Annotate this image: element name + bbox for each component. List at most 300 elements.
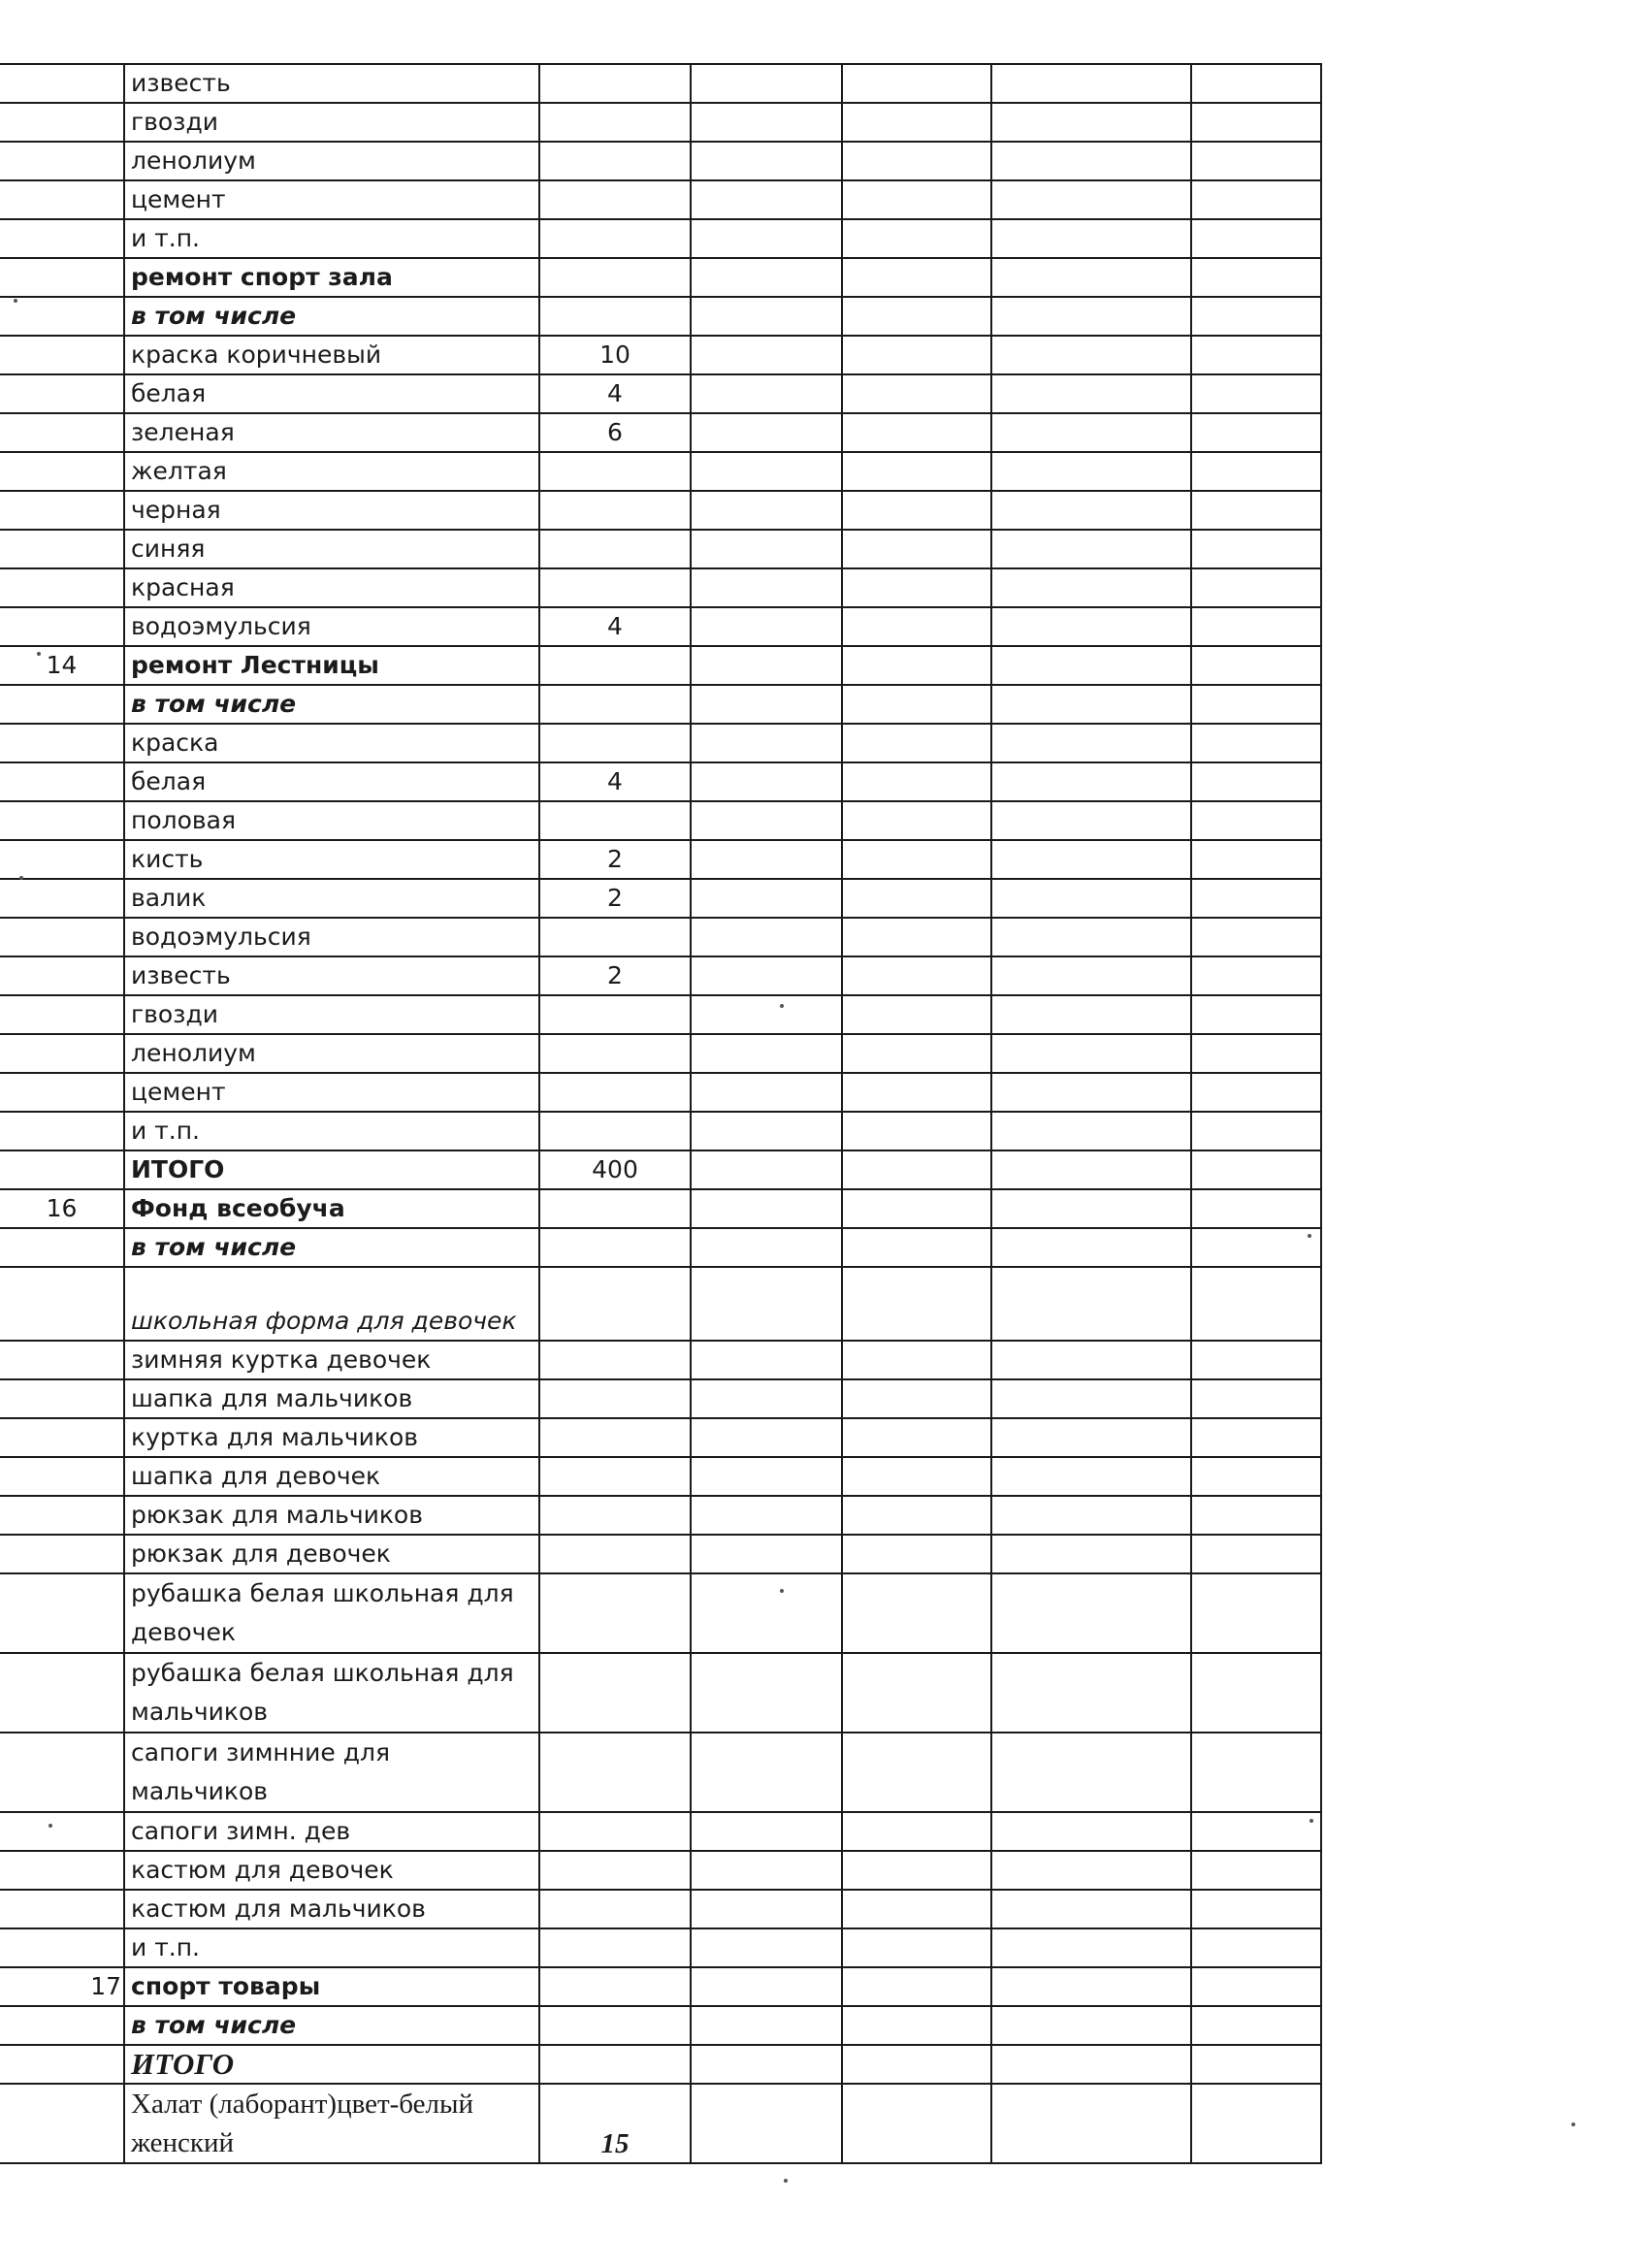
empty-cell	[842, 995, 991, 1034]
item-name-cell: зимняя куртка девочек	[124, 1341, 539, 1379]
scan-speck	[1310, 1819, 1313, 1823]
empty-cell	[1191, 413, 1321, 452]
item-name-cell: в том числе	[124, 1228, 539, 1267]
empty-cell	[991, 1851, 1191, 1890]
item-name-cell: сапоги зимн. дев	[124, 1812, 539, 1851]
row-number-cell	[0, 801, 124, 840]
row-number-cell	[0, 1150, 124, 1189]
empty-cell	[991, 1928, 1191, 1967]
scan-speck	[37, 652, 41, 656]
scan-speck	[780, 1589, 784, 1593]
empty-cell	[991, 646, 1191, 685]
item-name-cell: черная	[124, 491, 539, 530]
empty-cell	[691, 1341, 842, 1379]
item-name-cell: и т.п.	[124, 1112, 539, 1150]
empty-cell	[991, 1034, 1191, 1073]
table-row	[0, 995, 1321, 1034]
quantity-cell	[539, 724, 691, 762]
empty-cell	[691, 1733, 842, 1812]
empty-cell	[991, 568, 1191, 607]
item-name-cell: Халат (лаборант)цвет-белый женский	[124, 2084, 539, 2163]
table-row	[0, 1189, 1321, 1228]
row-number-cell	[0, 2006, 124, 2045]
empty-cell	[1191, 1379, 1321, 1418]
empty-cell	[991, 1341, 1191, 1379]
empty-cell	[1191, 801, 1321, 840]
empty-cell	[842, 336, 991, 374]
empty-cell	[691, 452, 842, 491]
empty-cell	[1191, 840, 1321, 879]
row-number-cell	[0, 1535, 124, 1573]
empty-cell	[691, 530, 842, 568]
empty-cell	[842, 180, 991, 219]
empty-cell	[691, 1112, 842, 1150]
empty-cell	[991, 64, 1191, 103]
item-name-cell: известь	[124, 956, 539, 995]
table-row	[0, 1267, 1321, 1341]
empty-cell	[691, 1267, 842, 1341]
quantity-cell	[539, 1653, 691, 1733]
quantity-cell	[539, 1890, 691, 1928]
quantity-cell: 2	[539, 879, 691, 918]
table-row	[0, 530, 1321, 568]
empty-cell	[991, 685, 1191, 724]
empty-cell	[1191, 103, 1321, 142]
empty-cell	[691, 1379, 842, 1418]
empty-cell	[842, 646, 991, 685]
table-row	[0, 1496, 1321, 1535]
quantity-cell	[539, 1457, 691, 1496]
empty-cell	[691, 1573, 842, 1653]
quantity-cell: 10	[539, 336, 691, 374]
empty-cell	[1191, 685, 1321, 724]
table-row	[0, 336, 1321, 374]
item-name-cell: рюкзак для девочек	[124, 1535, 539, 1573]
empty-cell	[1191, 1535, 1321, 1573]
row-number-cell	[0, 685, 124, 724]
table-row	[0, 1928, 1321, 1967]
table-row	[0, 491, 1321, 530]
row-number-cell	[0, 879, 124, 918]
item-name-cell: кисть	[124, 840, 539, 879]
quantity-cell	[539, 801, 691, 840]
empty-cell	[842, 530, 991, 568]
empty-cell	[991, 258, 1191, 297]
empty-cell	[842, 1189, 991, 1228]
empty-cell	[691, 219, 842, 258]
quantity-cell	[539, 452, 691, 491]
row-number-cell	[0, 607, 124, 646]
quantity-cell	[539, 568, 691, 607]
row-number-cell	[0, 956, 124, 995]
empty-cell	[1191, 1267, 1321, 1341]
row-number-cell	[0, 297, 124, 336]
row-number-cell	[0, 1890, 124, 1928]
empty-cell	[691, 142, 842, 180]
item-name-cell: и т.п.	[124, 219, 539, 258]
empty-cell	[991, 103, 1191, 142]
quantity-cell	[539, 1733, 691, 1812]
table-row	[0, 607, 1321, 646]
empty-cell	[842, 1073, 991, 1112]
empty-cell	[691, 491, 842, 530]
row-number-cell	[0, 413, 124, 452]
table-row	[0, 1418, 1321, 1457]
table-row	[0, 646, 1321, 685]
item-name-cell: краска коричневый	[124, 336, 539, 374]
row-number-cell: 16	[0, 1189, 124, 1228]
scan-speck	[48, 1824, 52, 1828]
empty-cell	[842, 918, 991, 956]
table-row	[0, 452, 1321, 491]
empty-cell	[691, 1653, 842, 1733]
empty-cell	[691, 801, 842, 840]
empty-cell	[691, 1034, 842, 1073]
empty-cell	[991, 879, 1191, 918]
empty-cell	[991, 297, 1191, 336]
table-row	[0, 724, 1321, 762]
empty-cell	[691, 103, 842, 142]
quantity-cell	[539, 2006, 691, 2045]
row-number-cell	[0, 1267, 124, 1341]
table-row	[0, 685, 1321, 724]
row-number-cell	[0, 1112, 124, 1150]
quantity-cell: 4	[539, 607, 691, 646]
table-row	[0, 1379, 1321, 1418]
empty-cell	[1191, 1341, 1321, 1379]
scan-speck	[784, 2179, 788, 2183]
item-name-cell: водоэмульсия	[124, 607, 539, 646]
item-name-cell: ремонт Лестницы	[124, 646, 539, 685]
empty-cell	[991, 491, 1191, 530]
row-number-cell	[0, 2045, 124, 2084]
empty-cell	[842, 1379, 991, 1418]
row-number-cell	[0, 1341, 124, 1379]
empty-cell	[842, 1535, 991, 1573]
row-number-cell	[0, 180, 124, 219]
item-name-cell: цемент	[124, 1073, 539, 1112]
empty-cell	[991, 180, 1191, 219]
table-row	[0, 297, 1321, 336]
empty-cell	[1191, 1034, 1321, 1073]
item-name-cell: ленолиум	[124, 142, 539, 180]
empty-cell	[842, 801, 991, 840]
quantity-cell: 2	[539, 840, 691, 879]
empty-cell	[1191, 2006, 1321, 2045]
quantity-cell	[539, 1379, 691, 1418]
empty-cell	[691, 1967, 842, 2006]
empty-cell	[991, 142, 1191, 180]
item-name-cell: кастюм для девочек	[124, 1851, 539, 1890]
scan-speck	[14, 299, 17, 303]
empty-cell	[691, 762, 842, 801]
quantity-cell	[539, 530, 691, 568]
empty-cell	[991, 1653, 1191, 1733]
empty-cell	[991, 1112, 1191, 1150]
empty-cell	[1191, 762, 1321, 801]
empty-cell	[991, 1228, 1191, 1267]
row-number-cell	[0, 918, 124, 956]
quantity-cell	[539, 64, 691, 103]
table-row	[0, 1150, 1321, 1189]
quantity-cell	[539, 2045, 691, 2084]
empty-cell	[842, 607, 991, 646]
empty-cell	[842, 685, 991, 724]
empty-cell	[991, 219, 1191, 258]
empty-cell	[842, 1034, 991, 1073]
empty-cell	[991, 1812, 1191, 1851]
table-row	[0, 219, 1321, 258]
table-row	[0, 762, 1321, 801]
empty-cell	[842, 374, 991, 413]
quantity-cell: 6	[539, 413, 691, 452]
empty-cell	[842, 103, 991, 142]
empty-cell	[842, 2084, 991, 2163]
row-number-cell	[0, 568, 124, 607]
row-number-cell	[0, 452, 124, 491]
empty-cell	[842, 568, 991, 607]
item-name-cell: рубашка белая школьная для мальчиков	[124, 1653, 539, 1733]
empty-cell	[1191, 1112, 1321, 1150]
empty-cell	[1191, 1496, 1321, 1535]
quantity-cell	[539, 258, 691, 297]
empty-cell	[691, 956, 842, 995]
empty-cell	[691, 1851, 842, 1890]
row-number-cell	[0, 1928, 124, 1967]
empty-cell	[1191, 491, 1321, 530]
item-name-cell: спорт товары	[124, 1967, 539, 2006]
item-name-cell: ремонт спорт зала	[124, 258, 539, 297]
materials-table	[0, 63, 1322, 2164]
quantity-cell: 15	[539, 2084, 691, 2163]
table-row	[0, 2045, 1321, 2084]
row-number-cell	[0, 762, 124, 801]
empty-cell	[1191, 258, 1321, 297]
empty-cell	[991, 1418, 1191, 1457]
empty-cell	[1191, 956, 1321, 995]
empty-cell	[1191, 2084, 1321, 2163]
empty-cell	[691, 995, 842, 1034]
item-name-cell: ИТОГО	[124, 1150, 539, 1189]
empty-cell	[691, 180, 842, 219]
empty-cell	[691, 336, 842, 374]
quantity-cell	[539, 1341, 691, 1379]
item-name-cell: куртка для мальчиков	[124, 1418, 539, 1457]
table-row	[0, 1573, 1321, 1653]
empty-cell	[691, 1228, 842, 1267]
empty-cell	[1191, 1228, 1321, 1267]
row-number-cell	[0, 840, 124, 879]
empty-cell	[842, 219, 991, 258]
empty-cell	[842, 1496, 991, 1535]
quantity-cell	[539, 1034, 691, 1073]
empty-cell	[1191, 568, 1321, 607]
row-number-cell	[0, 1073, 124, 1112]
empty-cell	[842, 840, 991, 879]
empty-cell	[842, 1890, 991, 1928]
item-name-cell: рюкзак для мальчиков	[124, 1496, 539, 1535]
table-row	[0, 2084, 1321, 2163]
table-row	[0, 1535, 1321, 1573]
table-row	[0, 2006, 1321, 2045]
item-name-cell: известь	[124, 64, 539, 103]
empty-cell	[691, 1418, 842, 1457]
empty-cell	[1191, 142, 1321, 180]
row-number-cell	[0, 995, 124, 1034]
table-row	[0, 1457, 1321, 1496]
table-row	[0, 1653, 1321, 1733]
empty-cell	[842, 1267, 991, 1341]
empty-cell	[691, 64, 842, 103]
quantity-cell	[539, 180, 691, 219]
item-name-cell: сапоги зимнние для мальчиков	[124, 1733, 539, 1812]
row-number-cell	[0, 336, 124, 374]
empty-cell	[991, 1150, 1191, 1189]
row-number-cell	[0, 103, 124, 142]
empty-cell	[691, 297, 842, 336]
quantity-cell	[539, 1967, 691, 2006]
row-number-cell	[0, 1812, 124, 1851]
empty-cell	[691, 1457, 842, 1496]
item-name-cell: рубашка белая школьная для девочек	[124, 1573, 539, 1653]
empty-cell	[842, 1457, 991, 1496]
empty-cell	[1191, 64, 1321, 103]
empty-cell	[691, 646, 842, 685]
empty-cell	[1191, 219, 1321, 258]
empty-cell	[991, 607, 1191, 646]
empty-cell	[842, 2006, 991, 2045]
empty-cell	[1191, 607, 1321, 646]
row-number-cell	[0, 1034, 124, 1073]
item-name-cell: шапка для мальчиков	[124, 1379, 539, 1418]
empty-cell	[691, 2045, 842, 2084]
row-number-cell: 14	[0, 646, 124, 685]
table-row	[0, 1890, 1321, 1928]
quantity-cell	[539, 1812, 691, 1851]
empty-cell	[1191, 646, 1321, 685]
empty-cell	[691, 1189, 842, 1228]
empty-cell	[1191, 1150, 1321, 1189]
empty-cell	[991, 2045, 1191, 2084]
quantity-cell	[539, 685, 691, 724]
item-name-cell: в том числе	[124, 297, 539, 336]
row-number-cell	[0, 219, 124, 258]
empty-cell	[691, 1928, 842, 1967]
empty-cell	[1191, 724, 1321, 762]
item-name-cell: школьная форма для девочек	[124, 1267, 539, 1341]
item-name-cell: в том числе	[124, 685, 539, 724]
table-row	[0, 1034, 1321, 1073]
empty-cell	[842, 142, 991, 180]
quantity-cell	[539, 995, 691, 1034]
empty-cell	[991, 762, 1191, 801]
table-row	[0, 142, 1321, 180]
empty-cell	[842, 64, 991, 103]
quantity-cell	[539, 1535, 691, 1573]
empty-cell	[691, 2084, 842, 2163]
empty-cell	[842, 1573, 991, 1653]
empty-cell	[842, 413, 991, 452]
empty-cell	[991, 724, 1191, 762]
empty-cell	[991, 530, 1191, 568]
quantity-cell: 4	[539, 374, 691, 413]
empty-cell	[991, 374, 1191, 413]
item-name-cell: в том числе	[124, 2006, 539, 2045]
empty-cell	[1191, 918, 1321, 956]
empty-cell	[991, 918, 1191, 956]
empty-cell	[842, 762, 991, 801]
item-name-cell: Фонд всеобуча	[124, 1189, 539, 1228]
empty-cell	[1191, 1967, 1321, 2006]
empty-cell	[842, 1341, 991, 1379]
row-number-cell	[0, 374, 124, 413]
empty-cell	[991, 413, 1191, 452]
empty-cell	[1191, 1928, 1321, 1967]
item-name-cell: шапка для девочек	[124, 1457, 539, 1496]
empty-cell	[842, 724, 991, 762]
empty-cell	[1191, 1812, 1321, 1851]
table-row	[0, 1112, 1321, 1150]
table-row	[0, 1851, 1321, 1890]
empty-cell	[691, 918, 842, 956]
empty-cell	[991, 1267, 1191, 1341]
quantity-cell	[539, 1267, 691, 1341]
table-row	[0, 840, 1321, 879]
item-name-cell: красная	[124, 568, 539, 607]
row-number-cell	[0, 258, 124, 297]
empty-cell	[991, 1733, 1191, 1812]
empty-cell	[842, 2045, 991, 2084]
empty-cell	[1191, 995, 1321, 1034]
empty-cell	[991, 452, 1191, 491]
empty-cell	[842, 1851, 991, 1890]
empty-cell	[1191, 180, 1321, 219]
empty-cell	[842, 1967, 991, 2006]
item-name-cell: цемент	[124, 180, 539, 219]
empty-cell	[991, 1379, 1191, 1418]
row-number-cell	[0, 530, 124, 568]
empty-cell	[842, 1733, 991, 1812]
table-row	[0, 1228, 1321, 1267]
row-number-cell	[0, 1418, 124, 1457]
empty-cell	[991, 2084, 1191, 2163]
quantity-cell: 4	[539, 762, 691, 801]
budget-table-page	[0, 63, 1321, 2164]
empty-cell	[691, 1535, 842, 1573]
empty-cell	[842, 1112, 991, 1150]
table-row	[0, 918, 1321, 956]
quantity-cell	[539, 1851, 691, 1890]
table-row	[0, 801, 1321, 840]
item-name-cell: зеленая	[124, 413, 539, 452]
row-number-cell	[0, 724, 124, 762]
quantity-cell	[539, 491, 691, 530]
table-row	[0, 1812, 1321, 1851]
item-name-cell: гвозди	[124, 995, 539, 1034]
empty-cell	[691, 1812, 842, 1851]
quantity-cell	[539, 1112, 691, 1150]
item-name-cell: ИТОГО	[124, 2045, 539, 2084]
empty-cell	[1191, 530, 1321, 568]
empty-cell	[842, 491, 991, 530]
table-row	[0, 374, 1321, 413]
row-number-cell	[0, 1496, 124, 1535]
empty-cell	[1191, 1073, 1321, 1112]
empty-cell	[1191, 452, 1321, 491]
item-name-cell: белая	[124, 762, 539, 801]
item-name-cell: половая	[124, 801, 539, 840]
quantity-cell	[539, 297, 691, 336]
